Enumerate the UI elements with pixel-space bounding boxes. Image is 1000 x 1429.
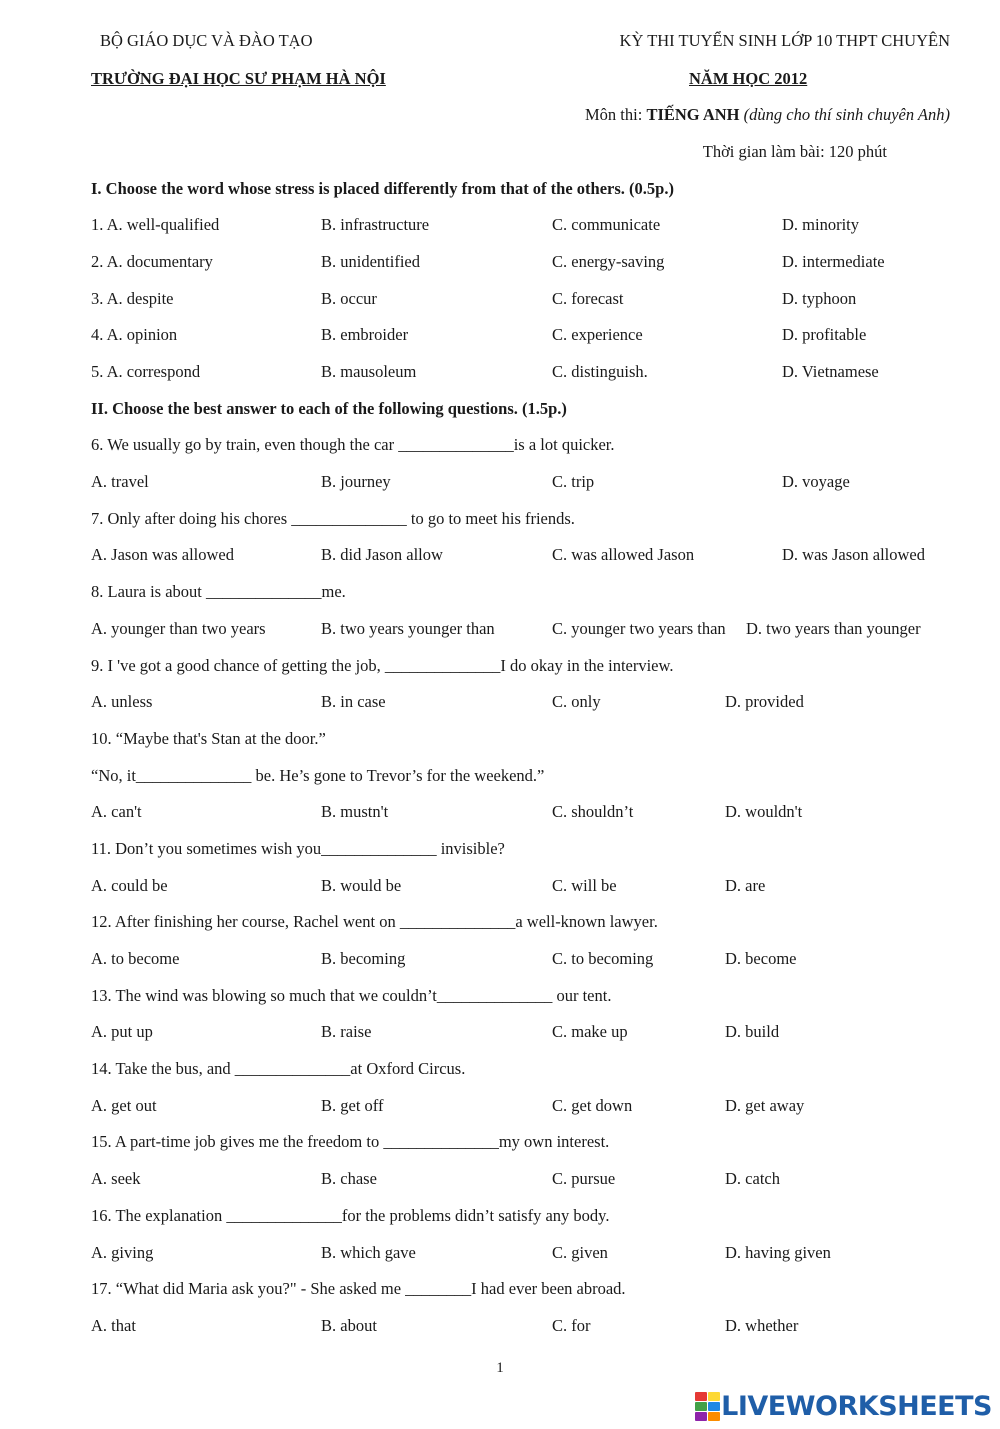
option-a[interactable]: A. travel — [91, 472, 149, 491]
question-stem: 8. Laura is about ______________me. — [91, 582, 346, 601]
option-a[interactable]: A. Jason was allowed — [91, 545, 234, 564]
option-b[interactable]: B. becoming — [321, 949, 406, 968]
option-a[interactable]: 5. A. correspond — [91, 362, 201, 381]
option-d[interactable]: D. whether — [725, 1316, 799, 1335]
option-a[interactable]: A. that — [91, 1316, 136, 1335]
option-b[interactable]: B. which gave — [321, 1243, 416, 1262]
question-stem: 10. “Maybe that's Stan at the door.” — [91, 729, 326, 748]
section-2-heading: II. Choose the best answer to each of the following questions. (1.5p.) — [91, 399, 567, 418]
option-d[interactable]: D. having given — [725, 1243, 831, 1262]
option-d[interactable]: D. two years than younger — [746, 619, 921, 638]
option-c[interactable]: C. forecast — [552, 289, 624, 308]
logo-blocks-icon — [695, 1392, 719, 1420]
option-b[interactable]: B. chase — [321, 1169, 377, 1188]
option-b[interactable]: B. journey — [321, 472, 391, 491]
liveworksheets-logo[interactable] — [695, 1389, 992, 1423]
option-c[interactable]: C. trip — [552, 472, 595, 491]
option-a[interactable]: A. get out — [91, 1096, 157, 1115]
option-c[interactable]: C. energy-saving — [552, 252, 665, 271]
exam-duration: Thời gian làm bài: 120 phút — [702, 142, 887, 161]
option-b[interactable]: B. occur — [321, 289, 377, 308]
option-d[interactable]: D. voyage — [782, 472, 850, 491]
subject-name: TIẾNG ANH — [646, 105, 740, 124]
option-b[interactable]: B. unidentified — [321, 252, 420, 271]
option-a[interactable]: A. to become — [91, 949, 180, 968]
section-1-heading: I. Choose the word whose stress is placed differently from that of the others. (0.5p.) — [91, 179, 674, 198]
option-d[interactable]: D. profitable — [782, 325, 867, 344]
option-d[interactable]: D. Vietnamese — [782, 362, 879, 381]
option-d[interactable]: D. provided — [725, 692, 804, 711]
option-d[interactable]: D. was Jason allowed — [782, 545, 925, 564]
question-stem: 16. The explanation ______________for the problems didn’t satisfy any body. — [91, 1206, 610, 1225]
ministry-name: BỘ GIÁO DỤC VÀ ĐÀO TẠO — [100, 31, 313, 50]
option-d[interactable]: D. wouldn't — [725, 802, 803, 821]
logo-text: LIVEWORKSHEETS — [721, 1390, 992, 1422]
option-d[interactable]: D. get away — [725, 1096, 805, 1115]
option-c[interactable]: C. only — [552, 692, 601, 711]
question-stem: 12. After finishing her course, Rachel went on ______________a well-known lawyer. — [91, 912, 658, 931]
option-a[interactable]: 2. A. documentary — [91, 252, 213, 271]
question-stem: 7. Only after doing his chores ______________ to go to meet his friends. — [91, 509, 575, 528]
option-c[interactable]: C. distinguish. — [552, 362, 648, 381]
option-a[interactable]: 1. A. well-qualified — [91, 215, 220, 234]
option-a[interactable]: 3. A. despite — [91, 289, 174, 308]
question-stem: 6. We usually go by train, even though the car ______________is a lot quicker. — [91, 435, 615, 454]
option-d[interactable]: D. become — [725, 949, 797, 968]
option-a[interactable]: A. younger than two years — [91, 619, 266, 638]
option-b[interactable]: B. embroider — [321, 325, 409, 344]
option-d[interactable]: D. catch — [725, 1169, 780, 1188]
option-d[interactable]: D. intermediate — [782, 252, 885, 271]
question-stem: 11. Don’t you sometimes wish you______________ invisible? — [91, 839, 505, 858]
exam-title: KỲ THI TUYỂN SINH LỚP 10 THPT CHUYÊN — [619, 31, 950, 50]
option-c[interactable]: C. shouldn’t — [552, 802, 634, 821]
option-b[interactable]: B. about — [321, 1316, 377, 1335]
question-stem: 13. The wind was blowing so much that we couldn’t______________ our tent. — [91, 986, 612, 1005]
option-b[interactable]: B. two years younger than — [321, 619, 495, 638]
option-a[interactable]: A. seek — [91, 1169, 141, 1188]
school-year: NĂM HỌC 2012 — [689, 69, 808, 88]
option-a[interactable]: A. put up — [91, 1022, 153, 1041]
option-c[interactable]: C. was allowed Jason — [552, 545, 695, 564]
subject-note: (dùng cho thí sinh chuyên Anh) — [743, 105, 950, 124]
option-b[interactable]: B. did Jason allow — [321, 545, 443, 564]
option-c[interactable]: C. for — [552, 1316, 591, 1335]
option-d[interactable]: D. build — [725, 1022, 780, 1041]
option-b[interactable]: B. raise — [321, 1022, 372, 1041]
option-d[interactable]: D. are — [725, 876, 766, 895]
option-b[interactable]: B. mausoleum — [321, 362, 417, 381]
option-c[interactable]: C. get down — [552, 1096, 633, 1115]
question-stem-continued: “No, it______________ be. He’s gone to Trevor’s for the weekend.” — [91, 766, 545, 785]
option-c[interactable]: C. communicate — [552, 215, 661, 234]
option-c[interactable]: C. experience — [552, 325, 643, 344]
question-stem: 9. I 've got a good chance of getting the job, ______________I do okay in the interview. — [91, 656, 674, 675]
question-stem: 15. A part-time job gives me the freedom to ______________my own interest. — [91, 1132, 610, 1151]
option-c[interactable]: C. will be — [552, 876, 617, 895]
option-a[interactable]: A. giving — [91, 1243, 154, 1262]
option-c[interactable]: C. make up — [552, 1022, 628, 1041]
option-b[interactable]: B. infrastructure — [321, 215, 430, 234]
option-c[interactable]: C. younger two years than — [552, 619, 726, 638]
option-b[interactable]: B. get off — [321, 1096, 384, 1115]
option-d[interactable]: D. typhoon — [782, 289, 857, 308]
option-c[interactable]: C. given — [552, 1243, 608, 1262]
option-c[interactable]: C. to becoming — [552, 949, 654, 968]
exam-subject — [585, 105, 950, 125]
option-a[interactable]: A. unless — [91, 692, 153, 711]
option-b[interactable]: B. mustn't — [321, 802, 389, 821]
option-a[interactable]: 4. A. opinion — [91, 325, 178, 344]
option-a[interactable]: A. could be — [91, 876, 168, 895]
school-name: TRƯỜNG ĐẠI HỌC SƯ PHẠM HÀ NỘI — [91, 69, 386, 88]
question-stem: 17. “What did Maria ask you?" - She asked me ________I had ever been abroad. — [91, 1279, 626, 1298]
option-b[interactable]: B. in case — [321, 692, 386, 711]
question-stem: 14. Take the bus, and ______________at Oxford Circus. — [91, 1059, 466, 1078]
subject-prefix: Môn thi: — [585, 105, 643, 124]
option-b[interactable]: B. would be — [321, 876, 402, 895]
option-a[interactable]: A. can't — [91, 802, 142, 821]
option-d[interactable]: D. minority — [782, 215, 859, 234]
page-number: 1 — [496, 1360, 504, 1376]
option-c[interactable]: C. pursue — [552, 1169, 616, 1188]
